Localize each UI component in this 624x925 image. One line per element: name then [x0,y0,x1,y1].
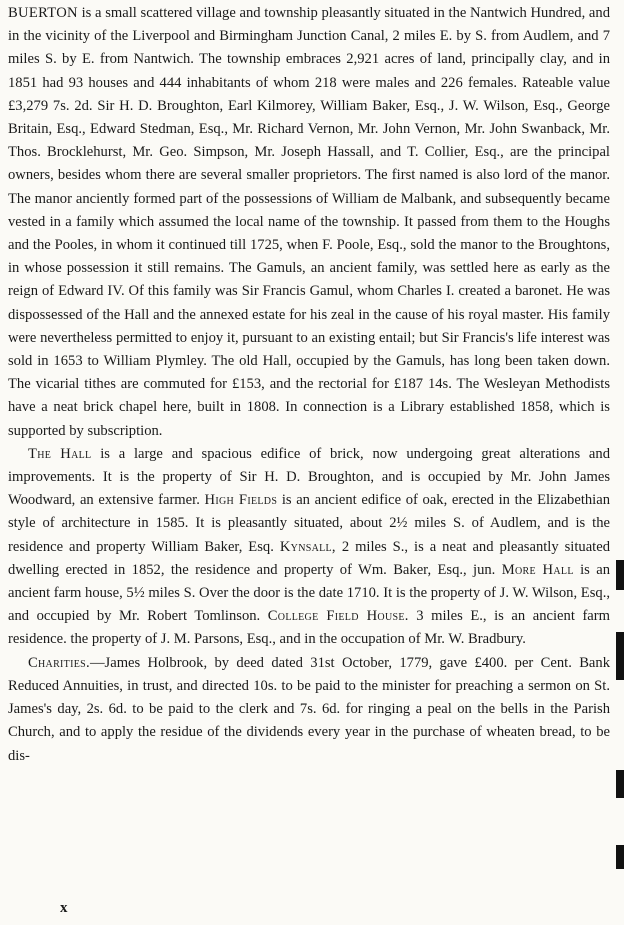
page-edge-shadow [616,770,624,798]
charities-text: —James Holbrook, by deed dated 31st October, 1779, gave £400. per Cent. Bank Reduced Annuities, in trust, and directed 10s. to be paid to the minister for preaching a sermon on St. James's day, 2s. 6d. to be paid to the clerk and 7s. 6d. for ringing a peal on the bells in the Parish Church, and to apply the residue of the dividends every year in the purchase of wheaten bread, to be dis- [8,654,610,764]
kynsall-heading: Kynsall, [279,538,336,555]
page-text [8,2,610,768]
page-edge-shadow [616,632,624,680]
more-hall-heading: More Hall [501,561,574,578]
hall-text-2: is an ancient edifice of oak, erected in the Elizabethian style of architecture in 1585. It is pleasantly situated, about 2½ miles S. of Audlem, and is the residence and property William Baker, Esq. [8,492,610,555]
buerton-text: is a small scattered village and township pleasantly situated in the Nantwich Hundred, and in the vicinity of the Liverpool and Birmingham Junction Canal, 2 miles E. by S. from Audlem, and 7 miles S. by E. from Nantwich. The township embraces 2,921 acres of land, principally clay, and in 1851 had 93 houses and 444 inhabitants of whom 218 were males and 226 females. Rateable value £3,279 7s. 2d. Sir H. D. Broughton, Earl Kilmorey, William Baker, Esq., J. W. Wilson, Esq., George Britain, Esq., Edward Stedman, Esq., Mr. Richard Vernon, Mr. John Vernon, Mr. John Swanback, Mr. Thos. Brocklehurst, Mr. Geo. Simpson, Mr. Joseph Hassall, and T. Collier, Esq., are the principal owners, besides whom there are several smaller proprietors. The first named is also lord of the manor. The manor anciently formed part of the possessions of William de Malbank, and subsequently became vested in a family which assumed the local name of the township. It passed from them to the Houghs and the Pooles, in whom it continued till 1725, when F. Poole, Esq., sold the manor to the Broughtons, in whose possession it still remains. The Gamuls, an ancient family, was settled here as early as the reign of Edward IV. Of this family was Sir Francis Gamul, whom Charles I. created a baronet. He was dispossessed of the Hall and the annexed estate for his zeal in the cause of his royal master. His family were nevertheless permitted to enjoy it, pursuant to an existing entail; but Sir Francis's life interest was sold in 1653 to William Plymley. The old Hall, occupied by the Gamuls, has long been taken down. The vicarial tithes are commuted for £153, and the rectorial for £187 14s. The Wesleyan Methodists have a neat brick chapel here, built in 1808. In connection is a Library established 1858, which is supported by subscription. [8,5,610,439]
hall-text-3: 2 miles S., is a neat and pleasantly situated dwelling erected in 1852, the residence and property of Wm. Baker, Esq., jun. [8,538,611,578]
hall-text-4: is an ancient farm house, 5½ miles S. Over the door is the date 1710. It is the property of J. W. Wilson, Esq., and occupied by Mr. Robert Tomlinson. [8,561,610,625]
college-heading: College Field House. [267,608,409,625]
hall-text-1: is a large and spacious edifice of brick, now undergoing great alterations and improvements. It is the property of Sir H. D. Broughton, and is occupied by Mr. John James Woodward, an extensive farmer. [8,445,610,509]
buerton-paragraph [8,2,610,443]
high-fields-heading: High Fields [204,492,278,509]
place-name: BUERTON [8,5,78,21]
charities-heading: Charities. [28,654,90,671]
signature-mark: x [60,900,68,916]
hall-paragraph [8,443,610,652]
charities-paragraph [8,652,610,768]
hall-text-5: 3 miles E., is an ancient farm residence. the property of J. M. Parsons, Esq., and in the occupation of Mr. W. Bradbury. [8,608,610,648]
page-edge-shadow [616,560,624,590]
hall-heading: The Hall [28,445,92,462]
page-edge-shadow [616,845,624,869]
